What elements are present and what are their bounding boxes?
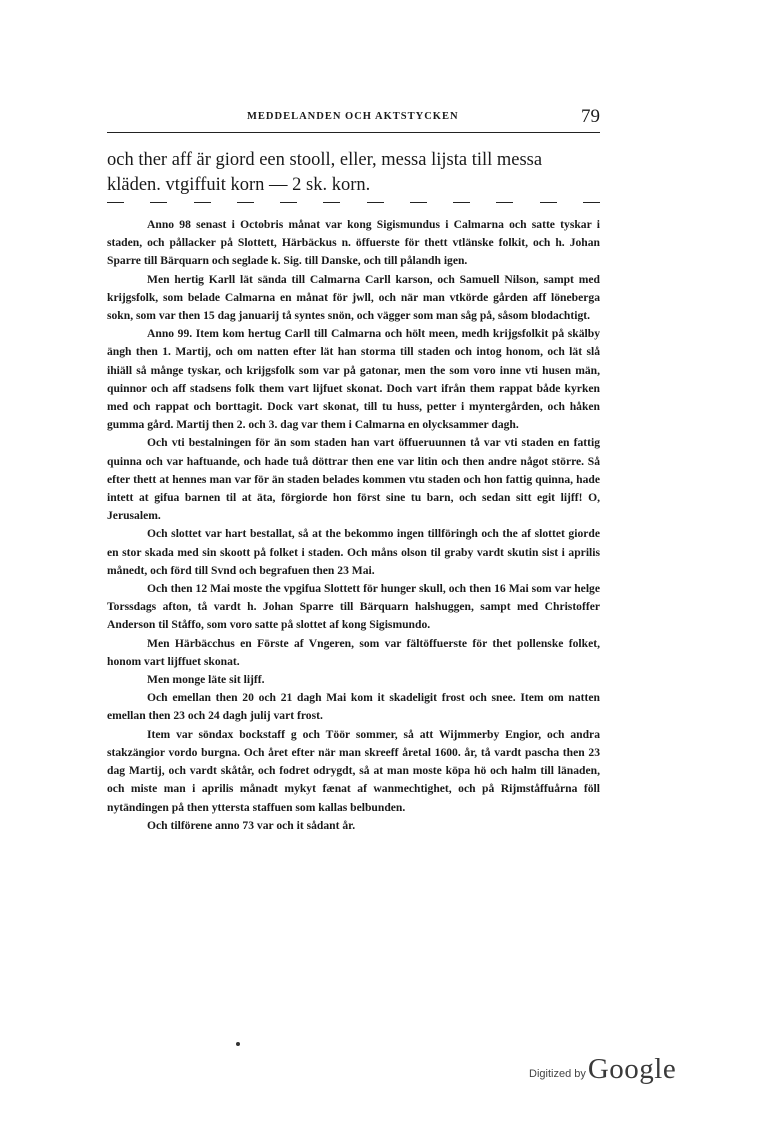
paragraph-1: Anno 98 senast i Octobris månat var kong Sigismundus i Calmarna och satte tyskar i staden, och pållacker på Slottett, Härbäckus n. öffuerste för thett vtlänske folkit, och h. Johan Sparre till Bärquarn och seglade k. Sig. till Danske, och till pålandh igen. [107,218,600,268]
header-rule [107,132,600,133]
dash-mark [107,202,124,203]
body-text [107,216,600,835]
dash-mark [194,202,211,203]
page-header [107,108,600,130]
lead-text [107,148,600,198]
stray-dot [236,1042,240,1046]
paragraph-7: Men Härbäcchus en Förste af Vngeren, som var fältöffuerste för thet pollenske folket, honom vart lijffuet skonat. [107,636,600,668]
dash-mark [237,202,254,203]
paragraph-11: Och tilförene anno 73 var och it sådant år. [147,818,356,832]
page-number: 79 [581,106,600,127]
paragraph-4: Och vti bestalningen för än som staden han vart öffueruunnen tå var vti staden en fattig quinna och var haftuande, och hade tuå döttrar then ene var litin och then andre något större. Så efter thett at hennes man var för än staden belades kommen vtu staden och hon fattig quinna, hade intett at gifua barnen til at äta, förgiorde hon först sine tu barn, och sedan sitt egit lijff! O, Jerusalem. [107,436,600,523]
running-title: MEDDELANDEN OCH AKTSTYCKEN [247,111,459,122]
paragraph-5: Och slottet var hart bestallat, så at the bekommo ingen tillföringh och the af slottet giorde en stor skada med sin skoott på folket i staden. Och måns olson til graby vardt skutin sist i aprilis månedt, och förd till Svnd och begrafuen then 23 Mai. [107,527,600,577]
dash-mark [583,202,600,203]
paragraph-10: Item var söndax bockstaff g och Töör sommer, så att Wijmmerby Engior, och andra stakzängior vordo burgna. Och året efter när man skreeff åretal 1600. år, tå vardt pascha then 23 dag Martij, och vardt skåtår, och fodret odrygdt, så at man moste köpa hö och halm till länaden, och miste man i aprilis månadt mykyt fænat af wanmechtighet, och på Rijmståffuårna föll nytändingen på then yttersta staffuen som kallas belbunden. [107,727,600,814]
dash-mark [540,202,557,203]
dash-mark [410,202,427,203]
digitized-by-label: Digitized by [529,1068,586,1080]
dash-mark [367,202,384,203]
dash-mark [496,202,513,203]
paragraph-3: Anno 99. Item kom hertug Carll till Calmarna och hölt meen, medh krijgsfolkit på skälby ängh then 1. Martij, och om natten efter lät han storma till staden och intog honom, och lät slå ihiäll så månge tyskar, och krijgsfolk som var på gatonar, men the som voro inne vti husen män, quinnor och aff stadsens folk them vart lijfuet skonat. Doch vart ifrån them rappat både kyrken med och rappat och borttagit. Dock vart skonat, till tu huss, petter i myntergården, och håken gumma gård. Martij then 2. och 3. dag var them i Calmarna en olycksammer dagh. [107,327,600,432]
dash-separator [107,196,600,208]
lead-paragraph: och ther aff är giord een stooll, eller, messa lijsta till messa kläden. vtgiffuit korn — 2 sk. korn. [107,150,543,195]
dash-mark [323,202,340,203]
digitized-by-google-watermark [529,1054,676,1086]
paragraph-9: Och emellan then 20 och 21 dagh Mai kom it skadeligit frost och snee. Item om natten emellan then 23 och 24 dagh julij vart frost. [107,691,600,723]
dash-mark [280,202,297,203]
paragraph-6: Och then 12 Mai moste the vpgifua Slottett för hunger skull, och then 16 Mai som var helge Torssdags afton, tå vardt h. Johan Sparre till Bärquarn halshuggen, sampt med Christoffer Anderson til Ståffo, som voro satte på slottet af kong Sigismundo. [107,582,600,632]
dash-mark [453,202,470,203]
google-wordmark: Google [587,1053,677,1085]
dash-mark [150,202,167,203]
paragraph-8: Men monge läte sit lijff. [147,673,265,687]
paragraph-2: Men hertig Karll lät sända till Calmarna Carll karson, och Samuell Nilson, sampt med krijgsfolk, som belade Calmarna en månat för jwll, och när man vtkörde gården aff löneberga sokn, som var then 15 dag januarij tå syntes snön, och vägger som man såg på, såsom blodachtigt. [107,272,600,323]
